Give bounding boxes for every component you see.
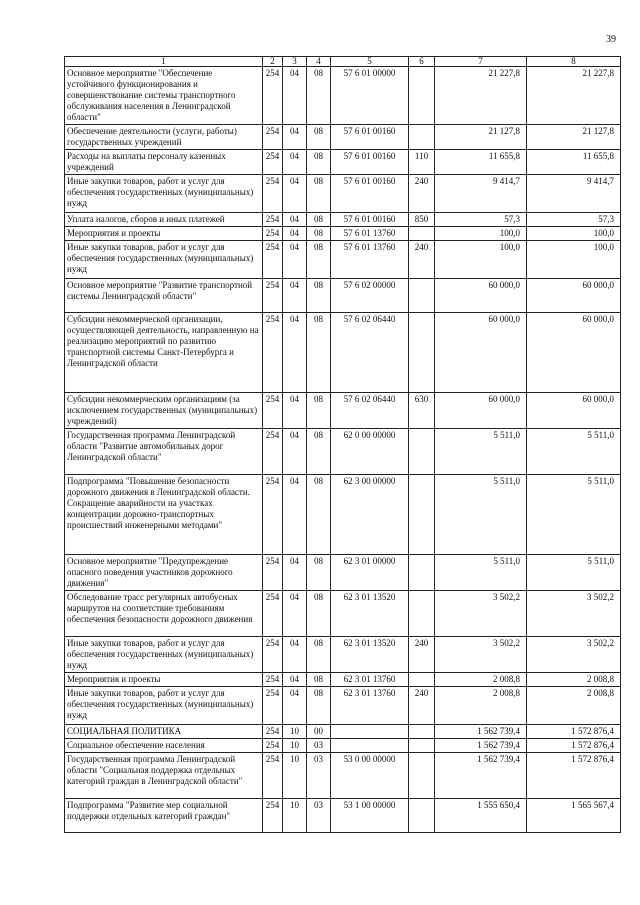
row-target-article-cell: 57 6 01 00000 (331, 67, 409, 125)
budget-table (64, 56, 621, 833)
row-grbs-cell: 254 (263, 591, 283, 637)
row-amount-col7-cell: 100,0 (435, 241, 527, 279)
row-target-article-cell: 57 6 01 00160 (331, 125, 409, 150)
row-amount-col7-cell: 5 511,0 (435, 555, 527, 591)
row-name-cell: Социальное обеспечение населения (65, 739, 263, 753)
row-grbs-cell: 254 (263, 213, 283, 227)
row-expense-type-cell: 240 (409, 175, 435, 213)
row-name-cell: Иные закупки товаров, работ и услуг для обеспечения государственных (муниципальных) нужд (65, 241, 263, 279)
row-amount-col8-cell: 5 511,0 (527, 475, 621, 555)
table-row (65, 673, 621, 687)
row-amount-col7-cell: 21 227,8 (435, 67, 527, 125)
row-amount-col8-cell: 1 565 567,4 (527, 799, 621, 833)
header-cell: 6 (409, 57, 435, 67)
row-target-article-cell: 62 3 01 13520 (331, 591, 409, 637)
row-target-article-cell: 62 3 01 13760 (331, 687, 409, 725)
row-target-article-cell: 62 0 00 00000 (331, 429, 409, 475)
row-amount-col7-cell: 1 562 739,4 (435, 753, 527, 799)
row-amount-col8-cell: 3 502,2 (527, 591, 621, 637)
row-amount-col7-cell: 5 511,0 (435, 475, 527, 555)
row-grbs-cell: 254 (263, 687, 283, 725)
row-amount-col8-cell: 3 502,2 (527, 637, 621, 673)
row-subsection-cell: 00 (307, 725, 331, 739)
row-section-cell: 10 (283, 739, 307, 753)
row-amount-col7-cell: 1 562 739,4 (435, 739, 527, 753)
table-row (65, 125, 621, 150)
row-section-cell: 04 (283, 279, 307, 313)
row-section-cell: 04 (283, 313, 307, 393)
row-expense-type-cell: 110 (409, 150, 435, 175)
row-amount-col8-cell: 9 414,7 (527, 175, 621, 213)
row-name-cell: Основное мероприятие "Обеспечение устойчивого функционирования и совершенствование системы транспортного обслуживания населения в Ленинградской области" (65, 67, 263, 125)
row-expense-type-cell (409, 753, 435, 799)
table-row (65, 687, 621, 725)
row-subsection-cell: 08 (307, 475, 331, 555)
row-grbs-cell: 254 (263, 125, 283, 150)
row-section-cell: 04 (283, 687, 307, 725)
row-name-cell: Основное мероприятие "Развитие транспортной системы Ленинградской области" (65, 279, 263, 313)
row-amount-col7-cell: 57,3 (435, 213, 527, 227)
row-name-cell: Подпрограмма "Повышение безопасности дорожного движения в Ленинградской области. Сокращение аварийности на участках концентрации дорожно-транспортных происшествий инженерными методами" (65, 475, 263, 555)
row-target-article-cell: 53 0 00 00000 (331, 753, 409, 799)
row-section-cell: 04 (283, 475, 307, 555)
row-target-article-cell: 57 6 01 00160 (331, 213, 409, 227)
row-amount-col8-cell: 2 008,8 (527, 673, 621, 687)
row-grbs-cell: 254 (263, 279, 283, 313)
row-amount-col7-cell: 5 511,0 (435, 429, 527, 475)
row-target-article-cell: 57 6 01 13760 (331, 227, 409, 241)
row-grbs-cell: 254 (263, 475, 283, 555)
row-expense-type-cell (409, 591, 435, 637)
header-cell: 2 (263, 57, 283, 67)
table-row (65, 393, 621, 429)
row-amount-col7-cell: 100,0 (435, 227, 527, 241)
row-subsection-cell: 08 (307, 279, 331, 313)
row-grbs-cell: 254 (263, 673, 283, 687)
row-amount-col7-cell: 3 502,2 (435, 637, 527, 673)
row-grbs-cell: 254 (263, 393, 283, 429)
row-name-cell: Расходы на выплаты персоналу казенных учреждений (65, 150, 263, 175)
row-amount-col8-cell: 1 572 876,4 (527, 753, 621, 799)
row-name-cell: Иные закупки товаров, работ и услуг для обеспечения государственных (муниципальных) нужд (65, 637, 263, 673)
table-row (65, 637, 621, 673)
row-subsection-cell: 08 (307, 227, 331, 241)
row-subsection-cell: 08 (307, 591, 331, 637)
row-expense-type-cell (409, 673, 435, 687)
row-section-cell: 04 (283, 175, 307, 213)
row-subsection-cell: 03 (307, 799, 331, 833)
row-subsection-cell: 08 (307, 637, 331, 673)
row-grbs-cell: 254 (263, 637, 283, 673)
row-expense-type-cell: 240 (409, 241, 435, 279)
row-section-cell: 04 (283, 393, 307, 429)
row-name-cell: Субсидии некоммерческой организации, осуществляющей деятельность, направленную на реализацию мероприятий по развитию транспортной системы Санкт-Петербурга и Ленинградской области (65, 313, 263, 393)
row-expense-type-cell (409, 227, 435, 241)
row-name-cell: Основное мероприятие "Предупреждение опасного поведения участников дорожного движения" (65, 555, 263, 591)
row-grbs-cell: 254 (263, 175, 283, 213)
row-expense-type-cell: 850 (409, 213, 435, 227)
row-amount-col8-cell: 2 008,8 (527, 687, 621, 725)
table-row (65, 213, 621, 227)
row-amount-col8-cell: 21 227,8 (527, 67, 621, 125)
row-amount-col8-cell: 60 000,0 (527, 313, 621, 393)
row-section-cell: 04 (283, 591, 307, 637)
row-subsection-cell: 08 (307, 125, 331, 150)
row-amount-col8-cell: 57,3 (527, 213, 621, 227)
row-name-cell: Обследование трасс регулярных автобусных маршрутов на соответствие требованиям обеспечения безопасности дорожного движения (65, 591, 263, 637)
table-row (65, 753, 621, 799)
row-amount-col7-cell: 2 008,8 (435, 687, 527, 725)
row-subsection-cell: 08 (307, 67, 331, 125)
row-amount-col8-cell: 1 572 876,4 (527, 739, 621, 753)
row-target-article-cell: 62 3 01 13520 (331, 637, 409, 673)
row-subsection-cell: 08 (307, 175, 331, 213)
row-expense-type-cell (409, 475, 435, 555)
row-name-cell: Иные закупки товаров, работ и услуг для обеспечения государственных (муниципальных) нужд (65, 175, 263, 213)
row-section-cell: 04 (283, 637, 307, 673)
row-expense-type-cell (409, 279, 435, 313)
row-amount-col7-cell: 60 000,0 (435, 313, 527, 393)
table-header-row (65, 57, 621, 67)
header-cell: 4 (307, 57, 331, 67)
row-expense-type-cell (409, 429, 435, 475)
row-name-cell: Подпрограмма "Развитие мер социальной поддержки отдельных категорий граждан" (65, 799, 263, 833)
header-cell: 1 (65, 57, 263, 67)
header-cell: 8 (527, 57, 621, 67)
row-section-cell: 04 (283, 227, 307, 241)
row-target-article-cell: 57 6 01 13760 (331, 241, 409, 279)
row-name-cell: Государственная программа Ленинградской области "Развитие автомобильных дорог Ленинградской области" (65, 429, 263, 475)
row-amount-col8-cell: 60 000,0 (527, 279, 621, 313)
row-subsection-cell: 08 (307, 393, 331, 429)
table-row (65, 591, 621, 637)
row-name-cell: Уплата налогов, сборов и иных платежей (65, 213, 263, 227)
row-amount-col8-cell: 11 655,8 (527, 150, 621, 175)
table-row (65, 739, 621, 753)
row-section-cell: 04 (283, 555, 307, 591)
row-expense-type-cell: 240 (409, 637, 435, 673)
row-section-cell: 10 (283, 753, 307, 799)
row-grbs-cell: 254 (263, 753, 283, 799)
row-section-cell: 10 (283, 799, 307, 833)
row-section-cell: 04 (283, 429, 307, 475)
row-grbs-cell: 254 (263, 429, 283, 475)
row-amount-col7-cell: 9 414,7 (435, 175, 527, 213)
row-name-cell: Мероприятия и проекты (65, 227, 263, 241)
table-row (65, 279, 621, 313)
page-number: 39 (606, 34, 616, 45)
header-cell: 3 (283, 57, 307, 67)
row-expense-type-cell: 240 (409, 687, 435, 725)
row-name-cell: СОЦИАЛЬНАЯ ПОЛИТИКА (65, 725, 263, 739)
table-row (65, 429, 621, 475)
row-amount-col7-cell: 60 000,0 (435, 393, 527, 429)
row-section-cell: 04 (283, 125, 307, 150)
row-section-cell: 04 (283, 241, 307, 279)
row-amount-col7-cell: 11 655,8 (435, 150, 527, 175)
row-target-article-cell: 57 6 01 00160 (331, 175, 409, 213)
row-amount-col8-cell: 1 572 876,4 (527, 725, 621, 739)
row-amount-col7-cell: 3 502,2 (435, 591, 527, 637)
row-section-cell: 04 (283, 150, 307, 175)
row-subsection-cell: 08 (307, 150, 331, 175)
row-subsection-cell: 03 (307, 753, 331, 799)
row-expense-type-cell (409, 799, 435, 833)
row-amount-col8-cell: 100,0 (527, 241, 621, 279)
row-amount-col8-cell: 21 127,8 (527, 125, 621, 150)
row-target-article-cell: 62 3 01 00000 (331, 555, 409, 591)
row-expense-type-cell: 630 (409, 393, 435, 429)
row-amount-col8-cell: 60 000,0 (527, 393, 621, 429)
row-subsection-cell: 08 (307, 429, 331, 475)
table-row (65, 475, 621, 555)
row-target-article-cell: 57 6 02 06440 (331, 393, 409, 429)
row-grbs-cell: 254 (263, 227, 283, 241)
table-row (65, 799, 621, 833)
row-section-cell: 04 (283, 213, 307, 227)
row-section-cell: 04 (283, 67, 307, 125)
row-subsection-cell: 08 (307, 673, 331, 687)
row-amount-col8-cell: 5 511,0 (527, 555, 621, 591)
row-amount-col7-cell: 1 555 650,4 (435, 799, 527, 833)
row-name-cell: Субсидии некоммерческим организациям (за исключением государственных (муниципальных) учреждений) (65, 393, 263, 429)
table-row (65, 227, 621, 241)
row-subsection-cell: 08 (307, 241, 331, 279)
row-target-article-cell: 62 3 00 00000 (331, 475, 409, 555)
table-row (65, 313, 621, 393)
row-target-article-cell: 57 6 02 06440 (331, 313, 409, 393)
row-expense-type-cell (409, 125, 435, 150)
row-target-article-cell (331, 739, 409, 753)
row-name-cell: Мероприятия и проекты (65, 673, 263, 687)
table-row (65, 67, 621, 125)
row-amount-col7-cell: 1 562 739,4 (435, 725, 527, 739)
row-target-article-cell: 57 6 01 00160 (331, 150, 409, 175)
table-row (65, 725, 621, 739)
header-cell: 7 (435, 57, 527, 67)
row-subsection-cell: 08 (307, 555, 331, 591)
row-section-cell: 10 (283, 725, 307, 739)
table-row (65, 175, 621, 213)
row-name-cell: Обеспечение деятельности (услуги, работы) государственных учреждений (65, 125, 263, 150)
row-grbs-cell: 254 (263, 555, 283, 591)
header-cell: 5 (331, 57, 409, 67)
row-expense-type-cell (409, 313, 435, 393)
row-amount-col8-cell: 5 511,0 (527, 429, 621, 475)
row-grbs-cell: 254 (263, 725, 283, 739)
row-name-cell: Иные закупки товаров, работ и услуг для обеспечения государственных (муниципальных) нужд (65, 687, 263, 725)
row-target-article-cell: 57 6 02 00000 (331, 279, 409, 313)
row-expense-type-cell (409, 555, 435, 591)
row-target-article-cell: 53 1 00 00000 (331, 799, 409, 833)
row-subsection-cell: 08 (307, 213, 331, 227)
row-grbs-cell: 254 (263, 739, 283, 753)
row-amount-col7-cell: 2 008,8 (435, 673, 527, 687)
row-subsection-cell: 08 (307, 313, 331, 393)
row-grbs-cell: 254 (263, 150, 283, 175)
table-row (65, 555, 621, 591)
row-grbs-cell: 254 (263, 67, 283, 125)
row-section-cell: 04 (283, 673, 307, 687)
row-grbs-cell: 254 (263, 799, 283, 833)
table-row (65, 241, 621, 279)
row-subsection-cell: 03 (307, 739, 331, 753)
row-expense-type-cell (409, 739, 435, 753)
row-grbs-cell: 254 (263, 313, 283, 393)
row-target-article-cell: 62 3 01 13760 (331, 673, 409, 687)
row-target-article-cell (331, 725, 409, 739)
row-expense-type-cell (409, 725, 435, 739)
table-row (65, 150, 621, 175)
row-amount-col8-cell: 100,0 (527, 227, 621, 241)
row-grbs-cell: 254 (263, 241, 283, 279)
row-amount-col7-cell: 60 000,0 (435, 279, 527, 313)
row-name-cell: Государственная программа Ленинградской области "Социальная поддержка отдельных категорий граждан в Ленинградской области" (65, 753, 263, 799)
row-subsection-cell: 08 (307, 687, 331, 725)
row-amount-col7-cell: 21 127,8 (435, 125, 527, 150)
row-expense-type-cell (409, 67, 435, 125)
